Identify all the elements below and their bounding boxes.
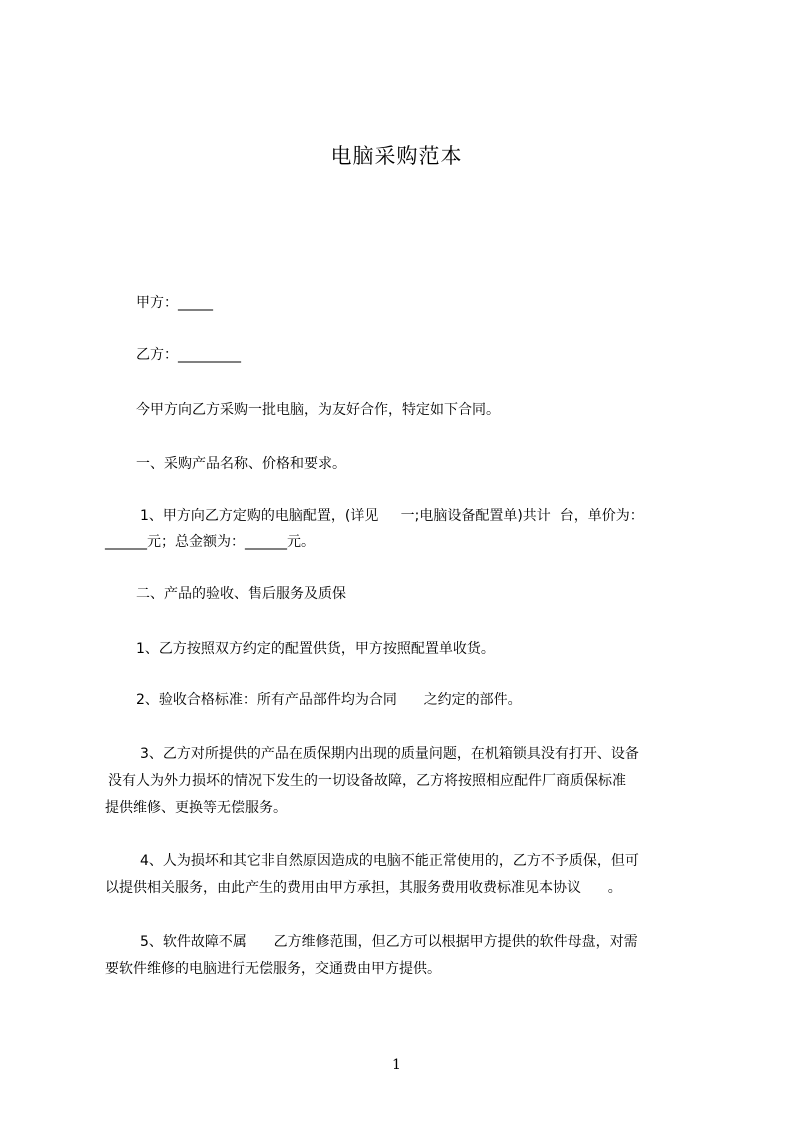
clause-2-3-line-1: 3、乙方对所提供的产品在质保期内出现的质量问题，在机箱锁具没有打开、设备 xyxy=(140,746,639,762)
clause-1-1-line-2: ______元；总金额为：______元。 xyxy=(105,534,315,550)
clause-2-1: 1、乙方按照双方约定的配置供货，甲方按照配置单收货。 xyxy=(136,641,495,657)
clause-1-1-line-1: 1、甲方向乙方定购的电脑配置，(详见 一;电脑设备配置单)共计 台，单价为： xyxy=(140,508,644,524)
party-a-line: 甲方：_____ xyxy=(136,295,213,311)
clause-2-3-line-3: 提供维修、更换等无偿服务。 xyxy=(105,800,287,816)
party-b-line: 乙方：_________ xyxy=(136,347,241,363)
intro-paragraph: 今甲方向乙方采购一批电脑，为友好合作，特定如下合同。 xyxy=(136,402,500,418)
section-1-heading: 一、采购产品名称、价格和要求。 xyxy=(136,456,346,472)
document-title: 电脑采购范本 xyxy=(330,144,463,168)
clause-2-2: 2、验收合格标准：所有产品部件均为合同 之约定的部件。 xyxy=(136,692,522,708)
clause-2-5-line-2: 要软件维修的电脑进行无偿服务，交通费由甲方提供。 xyxy=(105,961,441,977)
clause-2-4-line-2: 以提供相关服务，由此产生的费用由甲方承担，其服务费用收费标准见本协议 。 xyxy=(105,880,622,896)
section-2-heading: 二、产品的验收、售后服务及质保 xyxy=(136,586,346,602)
page-number: 1 xyxy=(392,1057,401,1073)
clause-2-4-line-1: 4、人为损坏和其它非自然原因造成的电脑不能正常使用的，乙方不予质保，但可 xyxy=(140,853,639,869)
clause-2-3-line-2: 没有人为外力损坏的情况下发生的一切设备故障，乙方将按照相应配件厂商质保标准 xyxy=(108,773,626,789)
clause-2-5-line-1: 5、软件故障不属 乙方维修范围，但乙方可以根据甲方提供的软件母盘，对需 xyxy=(140,934,638,950)
